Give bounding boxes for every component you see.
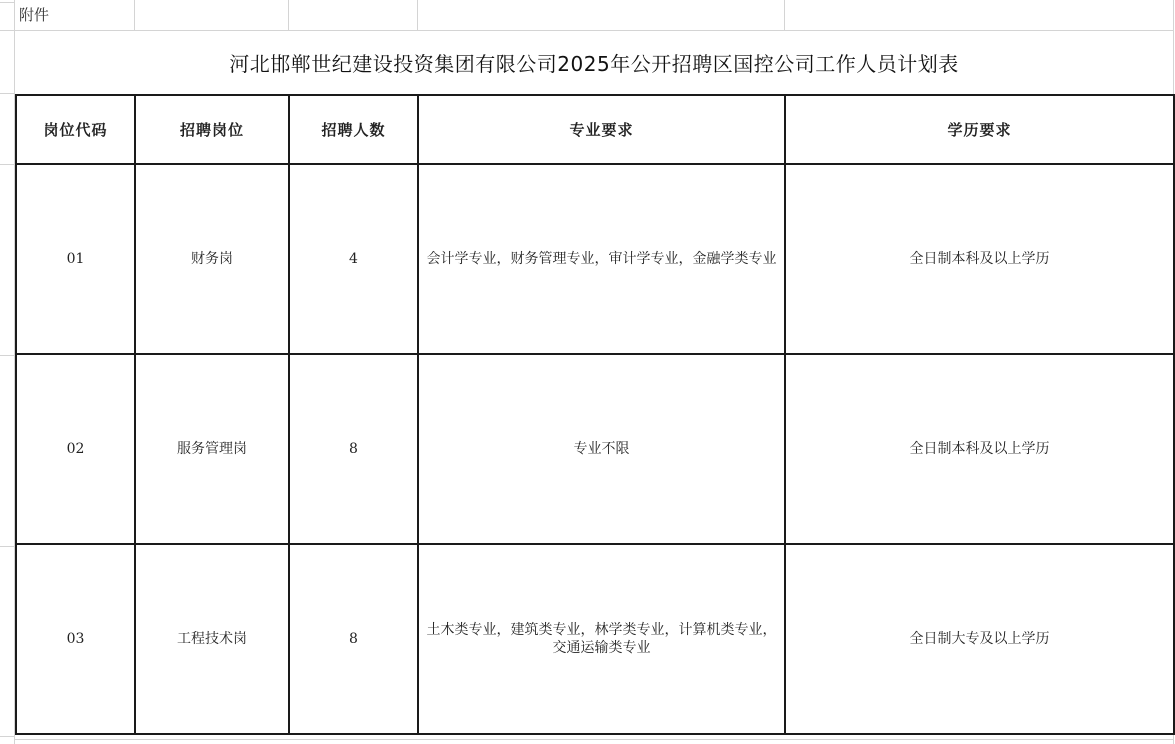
cell-major-requirement[interactable]: 会计学专业，财务管理专业，审计学专业，金融学类专业 — [418, 164, 785, 354]
cell-position-code[interactable]: 03 — [16, 544, 135, 734]
header-major-requirement[interactable]: 专业要求 — [418, 95, 785, 164]
header-education-requirement[interactable]: 学历要求 — [785, 95, 1174, 164]
cell-education-requirement[interactable]: 全日制本科及以上学历 — [785, 164, 1174, 354]
cell-position[interactable]: 工程技术岗 — [135, 544, 289, 734]
recruitment-plan-table-wrapper — [15, 94, 1175, 735]
grid-line — [288, 0, 289, 31]
cell-count[interactable]: 4 — [289, 164, 418, 354]
header-count[interactable]: 招聘人数 — [289, 95, 418, 164]
grid-line — [14, 30, 1174, 31]
cell-position-code[interactable]: 02 — [16, 354, 135, 544]
cell-count[interactable]: 8 — [289, 354, 418, 544]
grid-line — [0, 546, 14, 547]
header-position-code[interactable]: 岗位代码 — [16, 95, 135, 164]
grid-line — [0, 355, 14, 356]
grid-line — [0, 93, 14, 94]
cell-position[interactable]: 财务岗 — [135, 164, 289, 354]
attachment-label[interactable]: 附件 — [19, 6, 50, 24]
grid-line — [0, 2, 14, 3]
recruitment-plan-table — [15, 94, 1175, 735]
cell-count[interactable]: 8 — [289, 544, 418, 734]
cell-education-requirement[interactable]: 全日制本科及以上学历 — [785, 354, 1174, 544]
header-position[interactable]: 招聘岗位 — [135, 95, 289, 164]
grid-line — [0, 164, 14, 165]
table-row — [16, 354, 1174, 544]
cell-education-requirement[interactable]: 全日制大专及以上学历 — [785, 544, 1174, 734]
grid-line — [0, 30, 14, 31]
cell-position[interactable]: 服务管理岗 — [135, 354, 289, 544]
document-title[interactable]: 河北邯郸世纪建设投资集团有限公司2025年公开招聘区国控公司工作人员计划表 — [229, 51, 959, 76]
grid-line — [784, 0, 785, 31]
grid-line — [15, 739, 1173, 740]
cell-major-requirement[interactable]: 专业不限 — [418, 354, 785, 544]
grid-line — [134, 0, 135, 31]
table-row — [16, 544, 1174, 734]
table-row — [16, 164, 1174, 354]
grid-line — [417, 0, 418, 31]
table-header-row — [16, 95, 1174, 164]
cell-position-code[interactable]: 01 — [16, 164, 135, 354]
cell-major-requirement[interactable]: 土木类专业，建筑类专业，林学类专业，计算机类专业，交通运输类专业 — [418, 544, 785, 734]
grid-line — [0, 736, 14, 737]
